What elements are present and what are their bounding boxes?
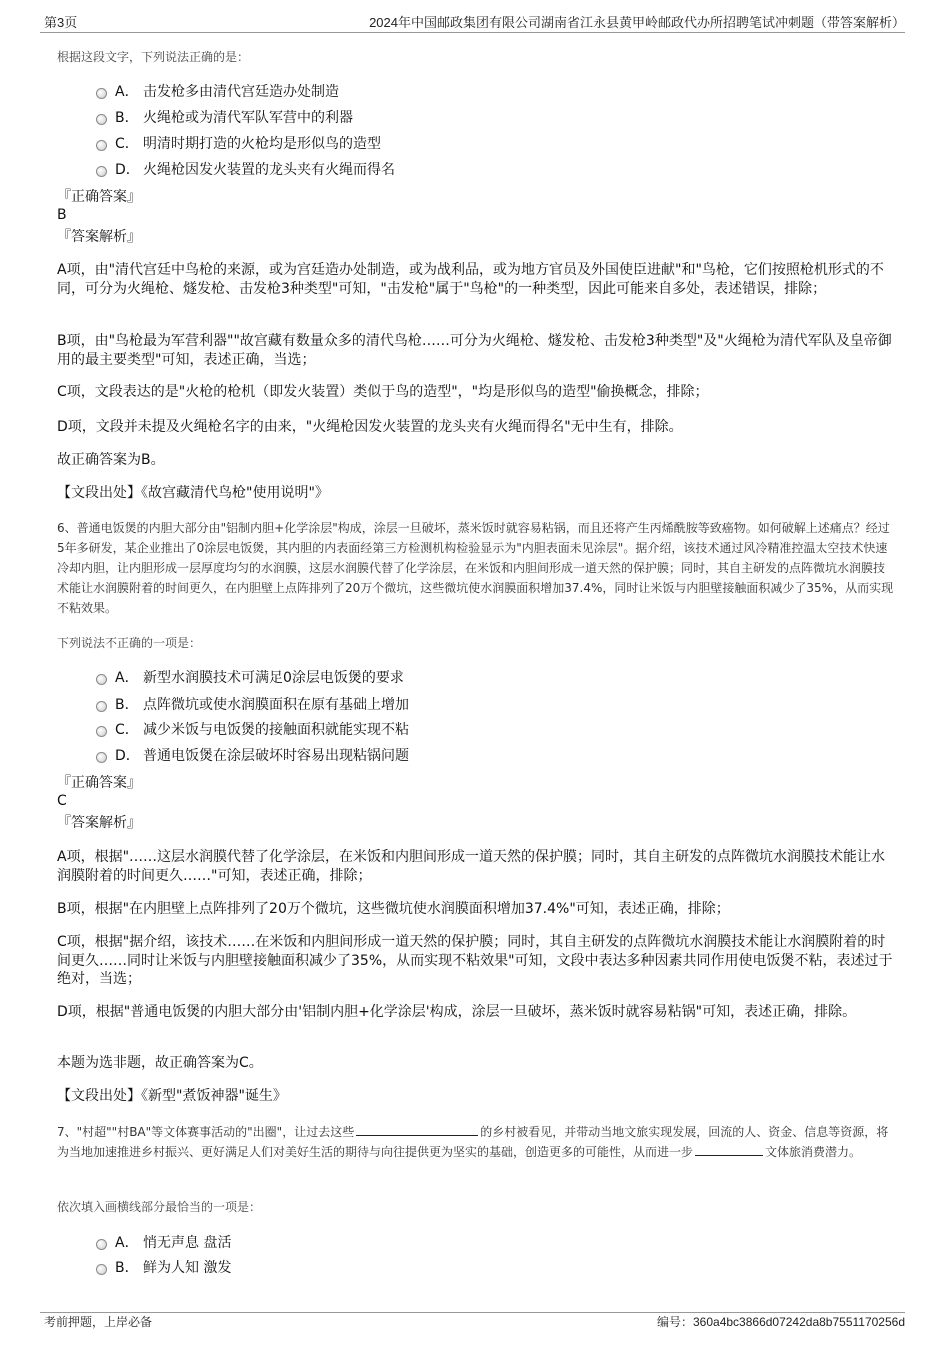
option-letter: D． [115, 162, 140, 178]
option-letter: B． [115, 1260, 139, 1276]
option-a[interactable] [96, 82, 339, 102]
header-divider [40, 32, 905, 33]
analysis-b: B项，根据"在内胆壁上点阵排列了20万个微坑，这些微坑使水润膜面积增加37.4%"可知，表述正确，排除； [57, 901, 730, 917]
page-number: 第3页 [44, 15, 78, 30]
option-text: 火绳枪因发火装置的龙头夹有火绳而得名 [143, 162, 395, 178]
answer-label: 『正确答案』 [57, 775, 141, 791]
option-text: 减少米饭与电饭煲的接触面积就能实现不粘 [143, 722, 409, 738]
document-title: 2024年中国邮政集团有限公司湖南省江永县黄甲岭邮政代办所招聘笔试冲刺题（带答案解析） [369, 15, 905, 30]
stem-part: 7、"村超""村BA"等文体赛事活动的"出圈"，让过去这些 [57, 1125, 355, 1139]
footer-slogan: 考前押题，上岸必备 [44, 1315, 153, 1329]
option-text: 新型水润膜技术可满足0涂层电饭煲的要求 [143, 670, 404, 686]
analysis-label: 『答案解析』 [57, 229, 141, 245]
option-text: 明清时期打造的火枪均是形似鸟的造型 [143, 136, 381, 152]
option-b[interactable] [96, 108, 353, 128]
option-letter: B． [115, 697, 139, 713]
analysis-label: 『答案解析』 [57, 815, 141, 831]
source-citation: 【文段出处】《新型"煮饭神器"诞生》 [57, 1088, 287, 1104]
analysis-conclusion: 本题为选非题，故正确答案为C。 [57, 1055, 263, 1071]
option-d[interactable] [96, 160, 395, 180]
fill-blank [695, 1143, 763, 1156]
radio-icon[interactable] [96, 1239, 107, 1250]
option-c[interactable] [96, 134, 381, 154]
option-text: 点阵微坑或使水润膜面积在原有基础上增加 [143, 697, 409, 713]
answer-value: C [57, 793, 67, 809]
stem-part: 的乡村被看见，并带动当地文旅实现发展，回流的人、资金、信息等资源，将为当地加速推进乡村振兴、更好满足人们对美好生活的期待与向往提供更为坚实的基础，创造更多的可能性，从而进一步 [57, 1125, 889, 1159]
option-letter: B． [115, 110, 139, 126]
radio-icon[interactable] [96, 701, 107, 712]
radio-icon[interactable] [96, 752, 107, 763]
analysis-c: C项，文段表达的是"火枪的枪机（即发火装置）类似于鸟的造型"，"均是形似鸟的造型"偷换概念，排除； [57, 384, 709, 400]
document-id: 编号：360a4bc3866d07242da8b7551170256d [657, 1315, 905, 1329]
analysis-d: D项，文段并未提及火绳枪名字的由来，"火绳枪因发火装置的龙头夹有火绳而得名"无中生有，排除。 [57, 419, 683, 435]
analysis-b: B项，由"鸟枪最为军营利器""故宫藏有数量众多的清代鸟枪……可分为火绳枪、燧发枪、击发枪3种类型"及"火绳枪为清代军队及皇帝御用的最主要类型"可知，表述正确，当选； [57, 333, 892, 368]
analysis-a: A项，根据"……这层水润膜代替了化学涂层，在米饭和内胆间形成一道天然的保护膜；同时，其自主研发的点阵微坑水润膜技术能让水润膜附着的时间更久……"可知，表述正确，排除； [57, 849, 886, 884]
radio-icon[interactable] [96, 114, 107, 125]
option-b[interactable] [96, 695, 409, 715]
option-letter: A． [115, 1235, 139, 1251]
fill-blank [356, 1123, 478, 1136]
answer-value: B [57, 207, 67, 223]
option-letter: D． [115, 748, 140, 764]
option-text: 击发枪多由清代宫廷造办处制造 [143, 84, 339, 100]
option-a[interactable] [96, 668, 404, 688]
option-d[interactable] [96, 746, 409, 766]
option-letter: C． [115, 136, 139, 152]
question-stem [57, 1122, 895, 1162]
answer-label: 『正确答案』 [57, 189, 141, 205]
option-b[interactable] [96, 1258, 231, 1278]
radio-icon[interactable] [96, 88, 107, 99]
question-prompt: 依次填入画横线部分最恰当的一项是： [57, 1200, 262, 1214]
radio-icon[interactable] [96, 1264, 107, 1275]
radio-icon[interactable] [96, 166, 107, 177]
option-text: 普通电饭煲在涂层破坏时容易出现粘锅问题 [143, 748, 409, 764]
option-a[interactable] [96, 1233, 231, 1253]
option-text: 鲜为人知 激发 [143, 1260, 232, 1276]
option-letter: A． [115, 84, 139, 100]
radio-icon[interactable] [96, 674, 107, 685]
option-text: 悄无声息 盘活 [143, 1235, 232, 1251]
question-prompt: 下列说法不正确的一项是： [57, 636, 202, 650]
analysis-conclusion: 故正确答案为B。 [57, 452, 165, 468]
option-c[interactable] [96, 720, 409, 740]
option-letter: A． [115, 670, 139, 686]
analysis-a: A项，由"清代宫廷中鸟枪的来源，或为宫廷造办处制造，或为战利品，或为地方官员及外国使臣进献"和"鸟枪，它们按照枪机形式的不同，可分为火绳枪、燧发枪、击发枪3种类型"可知，"击发枪"属于"鸟枪"的一种类型，因此可能来自多处，表述错误，排除； [57, 262, 884, 297]
stem-part: 文体旅消费潜力。 [765, 1145, 862, 1159]
source-citation: 【文段出处】《故宫藏清代鸟枪"使用说明"》 [57, 485, 329, 501]
option-text: 火绳枪或为清代军队军营中的利器 [143, 110, 353, 126]
analysis-d: D项，根据"普通电饭煲的内胆大部分由'铝制内胆+化学涂层'构成，涂层一旦破坏，蒸米饭时就容易粘锅"可知，表述正确，排除。 [57, 1004, 857, 1020]
question-stem: 6、普通电饭煲的内胆大部分由"铝制内胆+化学涂层"构成，涂层一旦破坏，蒸米饭时就容易粘锅，而且还将产生丙烯酰胺等致癌物。如何破解上述痛点？经过5年多研发，某企业推出了0涂层电饭煲，其内胆的内表面经第三方检测机构检验显示为"内胆表面未见涂层"。据介绍，该技术通过风冷精准控温太空技术快速冷却内胆，让内胆形成一层厚度均匀的水润膜，这层水润膜代替了化学涂层，在米饭和内胆间形成一道天然的保护膜；同时，其自主研发的点阵微坑水润膜技术能让水润膜附着的时间更久，在内胆壁上点阵排列了20万个微坑，这些微坑使水润膜面积增加37.4%，同时让米饭与内胆壁接触面积减少了35%，从而实现不粘效果。 [57, 521, 894, 615]
radio-icon[interactable] [96, 140, 107, 151]
radio-icon[interactable] [96, 726, 107, 737]
option-letter: C． [115, 722, 139, 738]
analysis-c: C项，根据"据介绍，该技术……在米饭和内胆间形成一道天然的保护膜；同时，其自主研发的点阵微坑水润膜技术能让水润膜附着的时间更久……同时让米饭与内胆壁接触面积减少了35%，从而实现不粘效果"可知，文段中表达多种因素共同作用使电饭煲不粘，表述过于绝对，当选； [57, 934, 893, 987]
question-prompt: 根据这段文字，下列说法正确的是： [57, 50, 250, 64]
